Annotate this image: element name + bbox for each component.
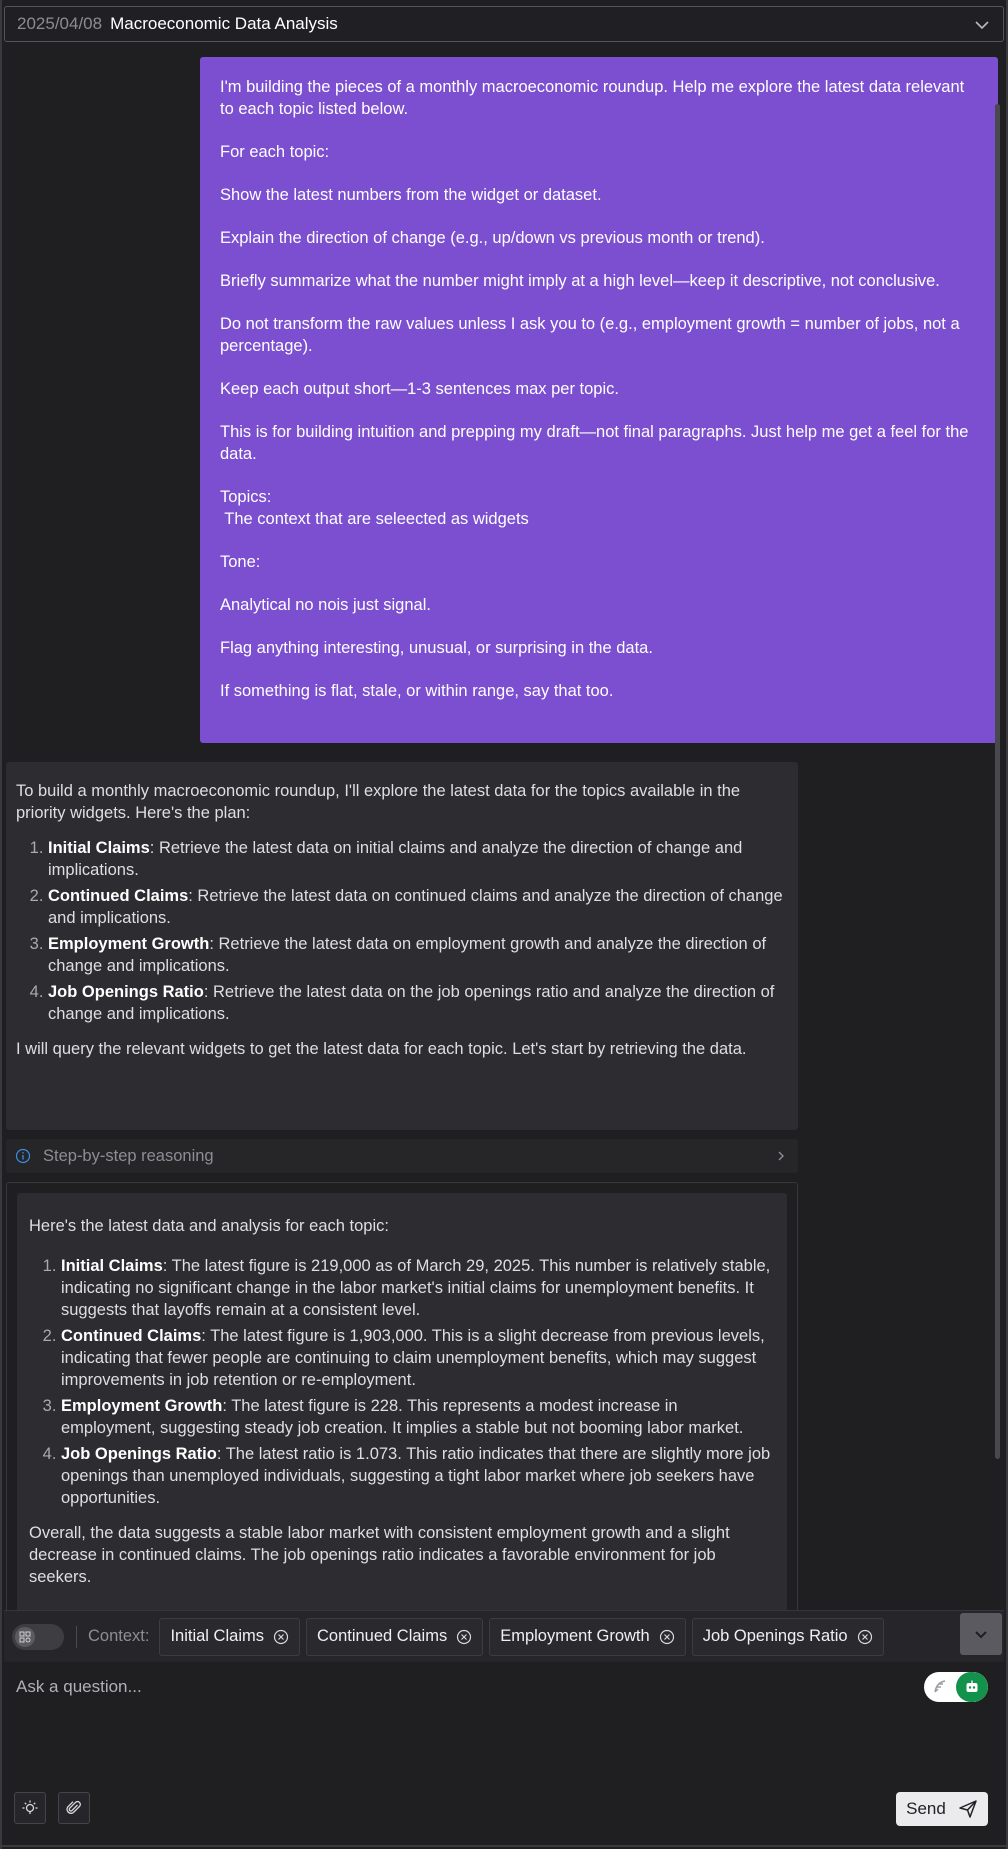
assistant-answer-message <box>17 1193 787 1610</box>
list-item-term: Initial Claims <box>48 839 150 857</box>
list-item-text: : The latest figure is 228. This represents a modest increase in employment, suggesting steady job creation. It implies a stable but not booming labor market. <box>61 1397 744 1437</box>
list-item <box>48 885 786 929</box>
context-chip-initial-claims[interactable] <box>159 1618 300 1656</box>
list-item <box>61 1395 775 1439</box>
chevron-down-icon <box>972 1625 990 1643</box>
info-icon <box>15 1148 31 1164</box>
list-item-term: Job Openings Ratio <box>61 1445 217 1463</box>
robot-icon[interactable] <box>956 1672 988 1702</box>
list-item-term: Job Openings Ratio <box>48 983 204 1001</box>
context-bar <box>4 1610 1004 1662</box>
chat-title: Macroeconomic Data Analysis <box>110 14 338 33</box>
list-item-text: : The latest figure is 1,903,000. This is a slight decrease from previous levels, indicating that fewer people are continuing to claim unemployment benefits, which may suggest improvements in job retention or re-employment. <box>61 1327 765 1389</box>
send-icon <box>958 1799 978 1819</box>
list-item <box>48 837 786 881</box>
divider <box>76 1626 77 1648</box>
user-message-paragraph: For each topic: <box>220 143 330 161</box>
list-item-text: : Retrieve the latest data on initial claims and analyze the direction of change and implications. <box>48 839 743 879</box>
list-item-term: Employment Growth <box>61 1397 223 1415</box>
divider <box>2 1845 1008 1847</box>
answer-container <box>6 1182 798 1610</box>
close-circle-icon[interactable] <box>857 1629 873 1645</box>
user-message <box>200 57 998 743</box>
list-item-term: Continued Claims <box>48 887 189 905</box>
list-item <box>61 1325 775 1391</box>
send-button[interactable] <box>896 1792 988 1826</box>
ideas-button[interactable] <box>14 1792 46 1824</box>
list-item-term: Continued Claims <box>61 1327 202 1345</box>
user-message-paragraph: Do not transform the raw values unless I ask you to (e.g., employment growth = number of jobs, not a percentage). <box>220 315 960 355</box>
user-message-paragraph: Topics: <box>220 488 272 506</box>
feather-icon[interactable] <box>924 1672 956 1702</box>
chevron-right-icon <box>776 1150 786 1162</box>
user-message-paragraph: This is for building intuition and prepping my draft—not final paragraphs. Just help me get a feel for the data. <box>220 423 969 463</box>
widget-icon <box>15 1627 35 1647</box>
context-chip-job-openings-ratio[interactable] <box>692 1618 884 1656</box>
close-circle-icon[interactable] <box>659 1629 675 1645</box>
list-item-text: : The latest figure is 219,000 as of March 29, 2025. This number is relatively stable, indicating no significant change in the labor market's initial claims for unemployment benefits. It suggests that layoffs remain at a consistent level. <box>61 1257 771 1319</box>
plan-intro: To build a monthly macroeconomic roundup, I'll explore the latest data for the topics available in the priority widgets. Here's the plan: <box>16 782 741 822</box>
mode-toggle[interactable] <box>924 1672 988 1702</box>
plan-outro: I will query the relevant widgets to get the latest data for each topic. Let's start by retrieving the data. <box>16 1040 747 1058</box>
reasoning-toggle[interactable] <box>6 1139 798 1173</box>
chat-date: 2025/04/08 <box>17 14 103 33</box>
lightbulb-icon <box>21 1799 39 1817</box>
user-message-paragraph: Explain the direction of change (e.g., up/down vs previous month or trend). <box>220 229 765 247</box>
scrollbar[interactable] <box>995 104 1000 1459</box>
plan-list <box>16 837 786 1025</box>
chevron-down-icon[interactable] <box>973 16 991 34</box>
list-item-term: Initial Claims <box>61 1257 163 1275</box>
answer-list <box>29 1255 775 1509</box>
context-chip-employment-growth[interactable] <box>489 1618 685 1656</box>
reasoning-label: Step-by-step reasoning <box>43 1146 214 1165</box>
list-item-term: Employment Growth <box>48 935 210 953</box>
user-message-paragraph: Keep each output short—1-3 sentences max per topic. <box>220 380 619 398</box>
collapse-button[interactable] <box>960 1613 1002 1655</box>
context-chip-continued-claims[interactable] <box>306 1618 483 1656</box>
user-message-paragraph: Show the latest numbers from the widget or dataset. <box>220 186 602 204</box>
list-item-text: : Retrieve the latest data on employment growth and analyze the direction of change and implications. <box>48 935 767 975</box>
user-message-paragraph: If something is flat, stale, or within range, say that too. <box>220 682 614 700</box>
context-chip-label: Job Openings Ratio <box>702 1627 848 1645</box>
assistant-plan-message <box>6 762 798 1130</box>
context-label: Context: <box>88 1627 150 1645</box>
list-item <box>61 1255 775 1321</box>
send-label: Send <box>906 1799 946 1818</box>
user-message-paragraph: Flag anything interesting, unusual, or surprising in the data. <box>220 639 653 657</box>
context-chip-label: Employment Growth <box>500 1627 650 1645</box>
message-list <box>4 46 1004 1610</box>
close-circle-icon[interactable] <box>456 1629 472 1645</box>
attach-button[interactable] <box>58 1792 90 1824</box>
context-chip-label: Initial Claims <box>170 1627 264 1645</box>
context-chip-label: Continued Claims <box>316 1627 448 1645</box>
user-message-paragraph: The context that are seleected as widgets <box>220 510 529 528</box>
ask-input[interactable] <box>4 1662 904 1712</box>
list-item <box>48 981 786 1025</box>
user-message-paragraph: I'm building the pieces of a monthly macroeconomic roundup. Help me explore the latest data relevant to each topic listed below. <box>220 78 965 118</box>
list-item-text: : Retrieve the latest data on the job openings ratio and analyze the direction of change and implications. <box>48 983 775 1023</box>
user-message-paragraph: Briefly summarize what the number might imply at a high level—keep it descriptive, not conclusive. <box>220 272 940 290</box>
answer-outro: Overall, the data suggests a stable labor market with consistent employment growth and a slight decrease in continued claims. The job openings ratio indicates a favorable environment for job seekers. <box>29 1524 730 1586</box>
user-message-paragraph: Analytical no nois just signal. <box>220 596 431 614</box>
chat-header[interactable] <box>4 6 1004 42</box>
widget-toggle[interactable] <box>12 1624 64 1650</box>
list-item <box>48 933 786 977</box>
answer-intro: Here's the latest data and analysis for each topic: <box>29 1217 389 1235</box>
user-message-paragraph: Tone: <box>220 553 261 571</box>
list-item-text: : The latest ratio is 1.073. This ratio indicates that there are slightly more job openings than unemployed individuals, suggesting a tight labor market where job seekers have opportunities. <box>61 1445 771 1507</box>
composer <box>4 1662 1004 1842</box>
paperclip-icon <box>65 1799 83 1817</box>
list-item-text: : Retrieve the latest data on continued claims and analyze the direction of change and implications. <box>48 887 783 927</box>
close-circle-icon[interactable] <box>273 1629 289 1645</box>
list-item <box>61 1443 775 1509</box>
